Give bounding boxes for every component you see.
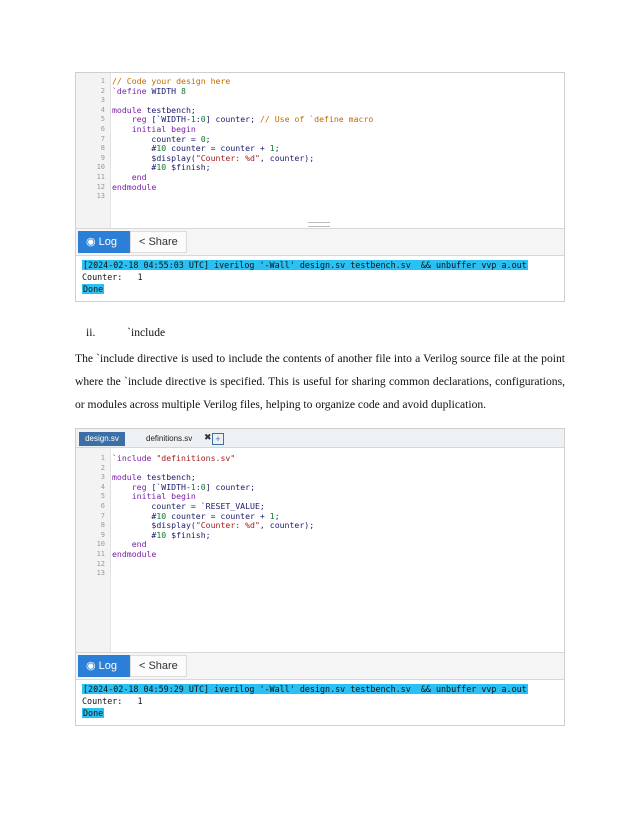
code-line	[76, 531, 564, 541]
tab-share-label: Share	[148, 660, 178, 672]
code-text: module testbench;	[112, 104, 196, 115]
code-line	[76, 454, 564, 464]
body-paragraph: The `include directive is used to include the contents of another file into a Verilog source file at the point where the `include directive is specified. This is useful for sharing common declarations, configurations, or modules across multiple Verilog files, helping to organize code and avoid duplication.	[75, 352, 565, 411]
code-text: end	[131, 171, 147, 182]
code-line	[76, 163, 564, 173]
code-text: counter = `RESET_VALUE;	[112, 500, 265, 511]
code-text: endmodule	[112, 181, 157, 192]
share-icon: <	[139, 236, 146, 248]
tab-share[interactable]	[130, 231, 187, 253]
line-number: 8	[100, 521, 105, 530]
line-number: 5	[100, 492, 105, 501]
line-number: 6	[100, 124, 105, 133]
log-command: [2024-02-18 04:59:29 UTC] iverilog '-Wall' design.sv testbench.sv && unbuffer vvp a.out	[83, 684, 527, 694]
add-file-icon[interactable]: +	[212, 433, 224, 445]
line-number: 8	[100, 144, 105, 153]
code-text: #10 $finish;	[112, 162, 211, 173]
line-number: 7	[100, 511, 105, 520]
share-icon: <	[139, 660, 146, 672]
line-number: 12	[96, 182, 105, 191]
line-number: 2	[100, 86, 105, 95]
line-number: 1	[100, 454, 105, 462]
log-done: Done	[83, 284, 104, 294]
resize-handle[interactable]	[308, 222, 330, 227]
code-line	[76, 560, 564, 570]
line-number: 1	[100, 77, 105, 85]
code-text: $display("Counter: %d", counter);	[112, 152, 315, 163]
code-text: #10 counter = counter + 1;	[112, 510, 280, 521]
code-line	[76, 183, 564, 193]
code-text: #10 counter = counter + 1;	[112, 143, 280, 154]
output-tabs	[76, 228, 564, 256]
line-number: 9	[100, 530, 105, 539]
code-text: initial begin	[131, 491, 196, 502]
tab-share-label: Share	[148, 236, 178, 248]
code-text: $display("Counter: %d", counter);	[112, 520, 315, 531]
code-text: endmodule	[112, 548, 157, 559]
code-line	[76, 192, 564, 202]
code-text: counter = 0;	[112, 133, 211, 144]
code-text: initial begin	[131, 123, 196, 134]
line-number: 4	[100, 482, 105, 491]
file-tab-definitions[interactable]: definitions.sv	[146, 434, 193, 443]
line-number: 11	[96, 172, 105, 181]
log-done: Done	[83, 708, 104, 718]
tab-log[interactable]	[78, 231, 138, 253]
line-number: 5	[100, 115, 105, 124]
line-number: 12	[96, 559, 105, 568]
heading-number: ii.	[86, 326, 96, 339]
code-editor[interactable]	[76, 448, 564, 652]
code-editor[interactable]	[76, 73, 564, 228]
code-line	[76, 569, 564, 579]
code-text: `include "definitions.sv"	[112, 453, 236, 463]
code-text: `define WIDTH 8	[112, 85, 186, 96]
code-line	[76, 87, 564, 97]
file-tabs	[76, 429, 564, 448]
line-number: 13	[96, 192, 105, 201]
line-number: 10	[96, 540, 105, 549]
line-number: 10	[96, 163, 105, 172]
line-number: 3	[100, 473, 105, 482]
line-number: 4	[100, 105, 105, 114]
heading-title: `include	[127, 326, 166, 339]
tab-log[interactable]	[78, 655, 138, 677]
line-number: 7	[100, 134, 105, 143]
code-text: module testbench;	[112, 472, 196, 483]
eye-icon: ◉	[86, 236, 96, 248]
log-counter-output: Counter: 1	[82, 696, 143, 706]
tab-share[interactable]	[130, 655, 187, 677]
code-line	[76, 550, 564, 560]
code-lines	[76, 77, 564, 202]
code-text: #10 $finish;	[112, 529, 211, 540]
line-number: 2	[100, 463, 105, 472]
log-output	[76, 680, 564, 725]
output-tabs	[76, 652, 564, 680]
line-number: 13	[96, 569, 105, 578]
code-screenshot-define	[75, 72, 565, 302]
line-number: 6	[100, 501, 105, 510]
code-lines	[76, 454, 564, 579]
code-text: end	[131, 539, 147, 550]
log-output	[76, 256, 564, 301]
eye-icon: ◉	[86, 660, 96, 672]
code-text: // Code your design here	[112, 76, 231, 86]
code-text: reg [`WIDTH-1:0] counter;	[131, 481, 255, 492]
code-screenshot-include	[75, 428, 565, 726]
code-text: reg [`WIDTH-1:0] counter; // Use of `define macro	[131, 114, 374, 125]
tab-log-label: Log	[98, 660, 117, 672]
log-counter-output: Counter: 1	[82, 272, 143, 282]
log-command: [2024-02-18 04:55:03 UTC] iverilog '-Wall' design.sv testbench.sv && unbuffer vvp a.out	[83, 260, 527, 270]
tab-log-label: Log	[98, 236, 117, 248]
section-heading	[86, 326, 165, 339]
line-number: 3	[100, 96, 105, 105]
line-number: 9	[100, 153, 105, 162]
close-icon[interactable]: ✖	[204, 432, 212, 442]
file-tab-design[interactable]: design.sv	[79, 432, 125, 446]
line-number: 11	[96, 549, 105, 558]
